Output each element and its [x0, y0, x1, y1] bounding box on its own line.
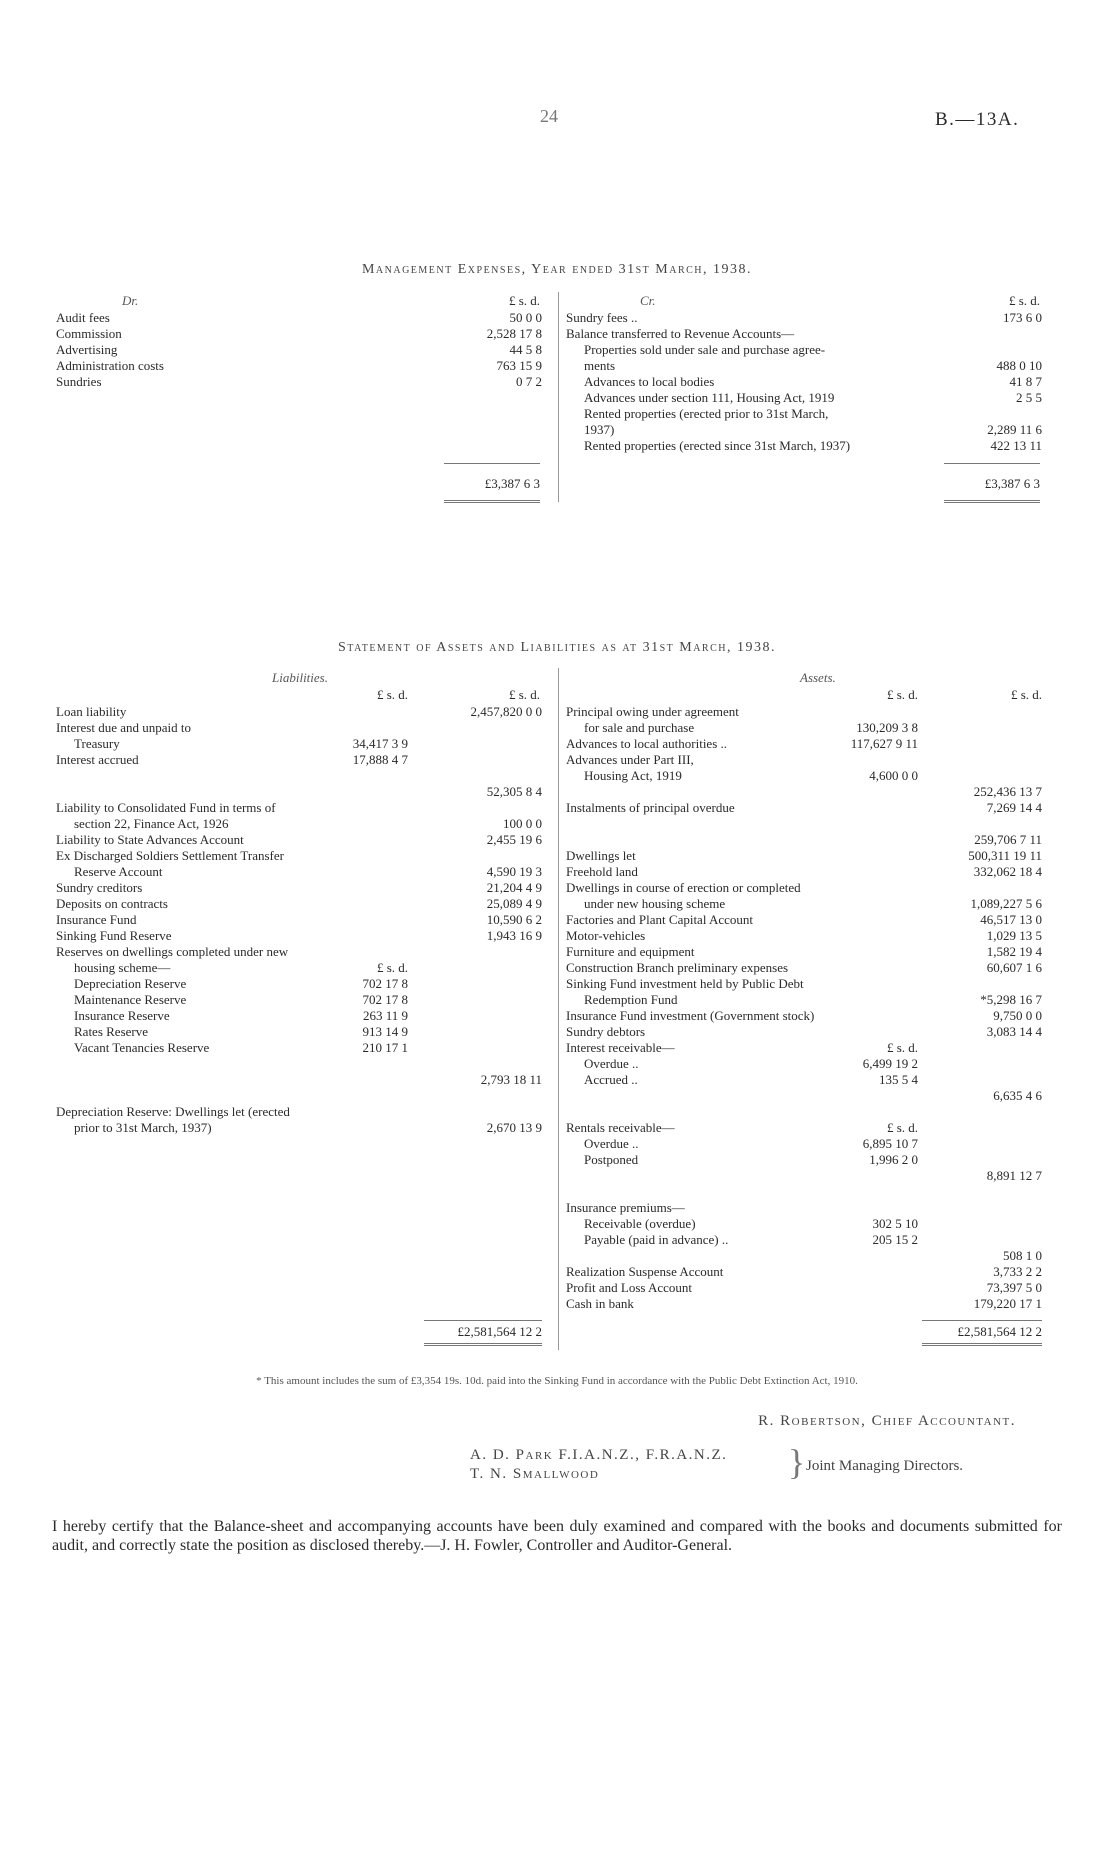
- asset-item-amount: 500,311 19 11: [968, 848, 1042, 863]
- liab-item-row: [56, 880, 542, 896]
- mgmt-cr-item-label: Rented properties (erected prior to 31st March,: [584, 406, 829, 421]
- liab-item-inner-amount: 702 17 8: [362, 976, 408, 991]
- mgmt-title: Management Expenses, Year ended 31st March, 1938.: [361, 262, 753, 277]
- asset-item-amount: 60,607 1 6: [986, 960, 1042, 975]
- asset-item-row: [566, 912, 1042, 928]
- mgmt-dr-item-row: [56, 342, 542, 358]
- liab-item-label: Interest due and unpaid to: [56, 720, 192, 735]
- asset-item-row: [566, 1296, 1042, 1312]
- liab-item-inner-amount: 17,888 4 7: [352, 752, 408, 767]
- asset-item-row: [566, 1152, 1042, 1168]
- liab-inner-cols: £ s. d.: [376, 687, 408, 702]
- liab-item-amount: 2,457,820 0 0: [470, 704, 542, 719]
- liab-item-inner-amount: 913 14 9: [362, 1024, 408, 1039]
- mgmt-cr-label: Cr.: [640, 293, 656, 308]
- directors-brace: }: [788, 1442, 806, 1482]
- liab-item-label: Interest accrued: [56, 752, 139, 767]
- asset-item-row: [566, 1264, 1042, 1280]
- asset-item-row: [566, 1120, 1042, 1136]
- mgmt-cr-item-amount: 422 13 11: [990, 438, 1042, 453]
- liab-item-row: [56, 960, 542, 976]
- asset-item-row: [566, 1168, 1042, 1184]
- mgmt-cr-item-amount: 41 8 7: [1009, 374, 1042, 389]
- mgmt-cr-item-row: [566, 358, 1042, 374]
- asset-item-row: [566, 1216, 1042, 1232]
- asset-item-row: [566, 1072, 1042, 1088]
- liab-item-label: Reserves on dwellings completed under new: [56, 944, 289, 959]
- liab-item-row: [56, 816, 542, 832]
- liab-item-row: [56, 752, 542, 768]
- liab-item-row: [56, 1056, 542, 1072]
- asset-item-amount: 6,635 4 6: [993, 1088, 1042, 1103]
- mgmt-cr-total: £3,387 6 3: [984, 476, 1040, 491]
- asset-item-label: Dwellings let: [566, 848, 636, 863]
- liab-item-inner-amount: 34,417 3 9: [352, 736, 408, 751]
- asset-item-label: Factories and Plant Capital Account: [566, 912, 754, 927]
- asset-item-amount: 1,029 13 5: [986, 928, 1042, 943]
- mgmt-divider: [558, 292, 559, 502]
- liab-dbl: [424, 1343, 542, 1346]
- asset-item-label: Accrued ..: [584, 1072, 638, 1087]
- liab-item-row: [56, 864, 542, 880]
- asset-item-inner-amount: 6,499 19 2: [862, 1056, 918, 1071]
- mgmt-cr-item-amount: 488 0 10: [996, 358, 1042, 373]
- asset-item-label: Interest receivable—: [566, 1040, 675, 1055]
- asset-item-row: [566, 1040, 1042, 1056]
- mgmt-cr-rule: [944, 463, 1040, 464]
- assets-list: [566, 704, 1042, 1312]
- mgmt-dr-list: [56, 310, 542, 390]
- mgmt-cr-item-row: [566, 406, 1042, 422]
- asset-item-label: under new housing scheme: [584, 896, 726, 911]
- asset-item-row: [566, 976, 1042, 992]
- liab-item-amount: 52,305 8 4: [486, 784, 542, 799]
- asset-item-amount: 508 1 0: [1003, 1248, 1042, 1263]
- asset-item-row: [566, 1056, 1042, 1072]
- assets-rule: [922, 1320, 1042, 1321]
- liab-item-row: [56, 848, 542, 864]
- mgmt-dr-item-amount: 0 7 2: [516, 374, 542, 389]
- mgmt-dr-item-row: [56, 310, 542, 326]
- asset-item-row: [566, 1024, 1042, 1040]
- asset-item-amount: 179,220 17 1: [973, 1296, 1042, 1311]
- liab-item-amount: 2,455 19 6: [486, 832, 542, 847]
- asset-item-label: Furniture and equipment: [566, 944, 695, 959]
- asset-item-label: Profit and Loss Account: [566, 1280, 693, 1295]
- asset-item-inner-amount: 117,627 9 11: [850, 736, 918, 751]
- asset-item-row: [566, 816, 1042, 832]
- liab-item-label: Insurance Fund: [56, 912, 137, 927]
- liab-item-amount: 2,793 18 11: [480, 1072, 542, 1087]
- liab-item-inner-amount: 702 17 8: [362, 992, 408, 1007]
- directors-title: Joint Managing Directors.: [806, 1458, 964, 1474]
- liab-item-row: [56, 1024, 542, 1040]
- asset-item-label: Freehold land: [566, 864, 638, 879]
- asset-item-amount: 3,733 2 2: [993, 1264, 1042, 1279]
- asset-item-amount: 252,436 13 7: [973, 784, 1042, 799]
- liab-rule: [424, 1320, 542, 1321]
- asset-item-row: [566, 864, 1042, 880]
- liab-item-label: Maintenance Reserve: [74, 992, 187, 1007]
- liab-item-amount: 21,204 4 9: [486, 880, 542, 895]
- liab-item-label: Deposits on contracts: [56, 896, 168, 911]
- asset-item-amount: 332,062 18 4: [973, 864, 1042, 879]
- assets-inner-cols: £ s. d.: [886, 687, 918, 702]
- mgmt-dr-item-label: Advertising: [56, 342, 118, 357]
- liab-outer-cols: £ s. d.: [508, 687, 540, 702]
- liab-item-row: [56, 1088, 542, 1104]
- mgmt-cr-item-row: [566, 390, 1042, 406]
- stmt-divider: [558, 668, 559, 1350]
- asset-item-amount: 259,706 7 11: [974, 832, 1042, 847]
- asset-item-amount: 8,891 12 7: [986, 1168, 1042, 1183]
- mgmt-dr-item-label: Audit fees: [56, 310, 110, 325]
- accountant-signature: R. Robertson, Chief Accountant.: [758, 1413, 1016, 1429]
- asset-item-label: Instalments of principal overdue: [566, 800, 735, 815]
- liab-item-row: [56, 944, 542, 960]
- mgmt-dr-item-amount: 50 0 0: [509, 310, 542, 325]
- mgmt-cr-item-row: [566, 342, 1042, 358]
- director-1: A. D. Park F.I.A.N.Z., F.R.A.N.Z.: [470, 1447, 728, 1463]
- mgmt-dr-item-row: [56, 374, 542, 390]
- mgmt-cr-item-label: Rented properties (erected since 31st March, 1937): [584, 438, 851, 453]
- liab-item-label: Liability to Consolidated Fund in terms of: [56, 800, 276, 815]
- asset-item-row: [566, 880, 1042, 896]
- mgmt-cr-item-label: Advances to local bodies: [584, 374, 715, 389]
- mgmt-dr-item-label: Sundries: [56, 374, 102, 389]
- asset-item-amount: *5,298 16 7: [980, 992, 1042, 1007]
- mgmt-dr-cols: £ s. d.: [508, 293, 540, 308]
- liab-item-row: [56, 1008, 542, 1024]
- asset-item-row: [566, 1088, 1042, 1104]
- liab-item-label: prior to 31st March, 1937): [74, 1120, 212, 1135]
- liab-item-label: Loan liability: [56, 704, 127, 719]
- asset-item-row: [566, 768, 1042, 784]
- asset-item-label: Sinking Fund investment held by Public Debt: [566, 976, 804, 991]
- asset-item-label: Sundry debtors: [566, 1024, 646, 1039]
- asset-item-row: [566, 1232, 1042, 1248]
- liab-item-label: Liability to State Advances Account: [56, 832, 244, 847]
- assets-outer-cols: £ s. d.: [1010, 687, 1042, 702]
- liab-item-label: Reserve Account: [74, 864, 163, 879]
- asset-item-row: [566, 832, 1042, 848]
- asset-item-row: [566, 960, 1042, 976]
- mgmt-cr-item-row: [566, 422, 1042, 438]
- asset-item-row: [566, 1184, 1042, 1200]
- liab-list: [56, 704, 542, 1136]
- liab-item-amount: 2,670 13 9: [486, 1120, 542, 1135]
- asset-item-label: Advances under Part III,: [566, 752, 694, 767]
- liab-item-label: Rates Reserve: [74, 1024, 149, 1039]
- liab-label: Liabilities.: [272, 670, 328, 685]
- liab-item-row: [56, 1072, 542, 1088]
- asset-item-row: [566, 1104, 1042, 1120]
- mgmt-cr-item-label: ments: [584, 358, 616, 373]
- liab-item-inner-amount: 210 17 1: [362, 1040, 408, 1055]
- asset-item-inner-amount: 6,895 10 7: [862, 1136, 918, 1151]
- asset-item-label: Overdue ..: [584, 1056, 639, 1071]
- asset-item-label: Insurance premiums—: [566, 1200, 685, 1215]
- asset-item-amount: 9,750 0 0: [993, 1008, 1042, 1023]
- mgmt-dr-item-row: [56, 326, 542, 342]
- mgmt-dr-dbl: [444, 500, 540, 503]
- liab-item-label: Insurance Reserve: [74, 1008, 170, 1023]
- liab-item-row: [56, 720, 542, 736]
- asset-item-row: [566, 736, 1042, 752]
- liab-item-row: [56, 912, 542, 928]
- liab-item-row: [56, 896, 542, 912]
- asset-item-label: Payable (paid in advance) ..: [584, 1232, 729, 1247]
- asset-item-row: [566, 800, 1042, 816]
- asset-item-label: Realization Suspense Account: [566, 1264, 724, 1279]
- asset-item-label: Overdue ..: [584, 1136, 639, 1151]
- liab-item-row: [56, 736, 542, 752]
- asset-item-label: Construction Branch preliminary expenses: [566, 960, 789, 975]
- liab-item-label: housing scheme—: [74, 960, 171, 975]
- liab-item-row: [56, 976, 542, 992]
- asset-total: £2,581,564 12 2: [957, 1324, 1042, 1339]
- asset-item-label: Advances to local authorities ..: [566, 736, 728, 751]
- asset-item-amount: 73,397 5 0: [986, 1280, 1042, 1295]
- liab-item-inner-amount: £ s. d.: [376, 960, 408, 975]
- liab-item-amount: 1,943 16 9: [486, 928, 542, 943]
- liab-item-label: Sinking Fund Reserve: [56, 928, 172, 943]
- asset-item-row: [566, 1280, 1042, 1296]
- asset-item-inner-amount: £ s. d.: [886, 1120, 918, 1135]
- asset-item-row: [566, 1200, 1042, 1216]
- asset-item-label: Motor-vehicles: [566, 928, 646, 943]
- assets-label: Assets.: [800, 670, 836, 685]
- asset-item-inner-amount: 4,600 0 0: [869, 768, 918, 783]
- director-2: T. N. Smallwood: [470, 1466, 600, 1482]
- mgmt-cr-item-label: 1937): [584, 422, 615, 437]
- asset-item-row: [566, 720, 1042, 736]
- asset-item-label: Insurance Fund investment (Government stock): [566, 1008, 815, 1023]
- asset-item-label: Rentals receivable—: [566, 1120, 675, 1135]
- mgmt-cr-item-amount: 2,289 11 6: [987, 422, 1042, 437]
- asset-item-label: Dwellings in course of erection or completed: [566, 880, 801, 895]
- asset-item-row: [566, 1248, 1042, 1264]
- asset-item-inner-amount: 135 5 4: [879, 1072, 918, 1087]
- liab-item-inner-amount: 263 11 9: [362, 1008, 408, 1023]
- liab-item-amount: 10,590 6 2: [486, 912, 542, 927]
- liab-item-row: [56, 832, 542, 848]
- liab-item-row: [56, 768, 542, 784]
- liab-item-row: [56, 1040, 542, 1056]
- mgmt-dr-item-amount: 763 15 9: [496, 358, 542, 373]
- liab-item-amount: 100 0 0: [503, 816, 542, 831]
- asset-item-label: Cash in bank: [566, 1296, 634, 1311]
- asset-item-row: [566, 896, 1042, 912]
- mgmt-cr-item-row: [566, 310, 1042, 326]
- asset-item-label: Postponed: [584, 1152, 639, 1167]
- asset-item-label: Receivable (overdue): [584, 1216, 696, 1231]
- asset-item-label: Redemption Fund: [584, 992, 678, 1007]
- liab-item-amount: 4,590 19 3: [486, 864, 542, 879]
- asset-item-row: [566, 928, 1042, 944]
- liab-item-amount: 25,089 4 9: [486, 896, 542, 911]
- asset-item-row: [566, 752, 1042, 768]
- asset-item-row: [566, 784, 1042, 800]
- page-number: 24: [540, 106, 558, 126]
- asset-item-label: for sale and purchase: [584, 720, 695, 735]
- asset-item-amount: 1,582 19 4: [986, 944, 1042, 959]
- mgmt-dr-item-label: Commission: [56, 326, 122, 341]
- asset-item-amount: 1,089,227 5 6: [970, 896, 1042, 911]
- liab-item-label: section 22, Finance Act, 1926: [74, 816, 229, 831]
- liab-item-row: [56, 1104, 542, 1120]
- asset-item-amount: 3,083 14 4: [986, 1024, 1042, 1039]
- asset-item-inner-amount: 130,209 3 8: [856, 720, 918, 735]
- mgmt-cr-item-amount: 2 5 5: [1016, 390, 1042, 405]
- mgmt-cr-list: [566, 310, 1042, 454]
- mgmt-dr-item-row: [56, 358, 542, 374]
- mgmt-dr-item-amount: 44 5 8: [509, 342, 542, 357]
- mgmt-cr-item-amount: 173 6 0: [1003, 310, 1042, 325]
- auditor-certificate: I hereby certify that the Balance-sheet and accompanying accounts have been duly examined and compared with the books and documents submitted for audit, and correctly state the position as disclosed thereby.—J. H. Fowler, Controller and Auditor-General.: [52, 1518, 1062, 1554]
- liab-item-row: [56, 928, 542, 944]
- liab-item-row: [56, 992, 542, 1008]
- asset-item-row: [566, 704, 1042, 720]
- document-reference: B.—13A.: [935, 109, 1020, 130]
- mgmt-cr-cols: £ s. d.: [1008, 293, 1040, 308]
- mgmt-dr-total: £3,387 6 3: [484, 476, 540, 491]
- asset-item-row: [566, 992, 1042, 1008]
- asset-item-label: Principal owing under agreement: [566, 704, 739, 719]
- mgmt-cr-item-label: Sundry fees ..: [566, 310, 638, 325]
- footnote: * This amount includes the sum of £3,354 19s. 10d. paid into the Sinking Fund in accordance with the Public Debt Extinction Act, 1910.: [256, 1375, 858, 1387]
- asset-item-row: [566, 1008, 1042, 1024]
- asset-item-amount: 7,269 14 4: [986, 800, 1042, 815]
- liab-item-row: [56, 784, 542, 800]
- asset-item-inner-amount: 205 15 2: [872, 1232, 918, 1247]
- mgmt-cr-item-label: Advances under section 111, Housing Act, 1919: [584, 390, 835, 405]
- mgmt-dr-item-label: Administration costs: [56, 358, 164, 373]
- asset-item-row: [566, 1136, 1042, 1152]
- liab-item-label: Ex Discharged Soldiers Settlement Transfer: [56, 848, 284, 863]
- liab-item-label: Vacant Tenancies Reserve: [74, 1040, 210, 1055]
- asset-item-label: Housing Act, 1919: [584, 768, 682, 783]
- mgmt-cr-item-row: [566, 374, 1042, 390]
- liab-item-label: Depreciation Reserve: Dwellings let (erected: [56, 1104, 290, 1119]
- mgmt-cr-item-row: [566, 326, 1042, 342]
- asset-item-inner-amount: 1,996 2 0: [869, 1152, 918, 1167]
- mgmt-dr-label: Dr.: [122, 293, 139, 308]
- mgmt-dr-rule: [444, 463, 540, 464]
- liab-item-row: [56, 1120, 542, 1136]
- assets-dbl: [922, 1343, 1042, 1346]
- liab-item-row: [56, 704, 542, 720]
- asset-item-row: [566, 944, 1042, 960]
- mgmt-dr-item-amount: 2,528 17 8: [486, 326, 542, 341]
- asset-item-amount: 46,517 13 0: [980, 912, 1042, 927]
- asset-item-inner-amount: £ s. d.: [886, 1040, 918, 1055]
- liab-item-label: Sundry creditors: [56, 880, 143, 895]
- asset-item-row: [566, 848, 1042, 864]
- liab-total: £2,581,564 12 2: [457, 1324, 542, 1339]
- mgmt-cr-item-label: Balance transferred to Revenue Accounts—: [566, 326, 795, 341]
- mgmt-cr-dbl: [944, 500, 1040, 503]
- mgmt-cr-item-row: [566, 438, 1042, 454]
- mgmt-cr-item-label: Properties sold under sale and purchase agree-: [584, 342, 826, 357]
- liab-item-row: [56, 800, 542, 816]
- liab-item-label: Depreciation Reserve: [74, 976, 187, 991]
- asset-item-inner-amount: 302 5 10: [872, 1216, 918, 1231]
- liab-item-label: Treasury: [74, 736, 120, 751]
- stmt-title: Statement of Assets and Liabilities as at 31st March, 1938.: [338, 640, 776, 655]
